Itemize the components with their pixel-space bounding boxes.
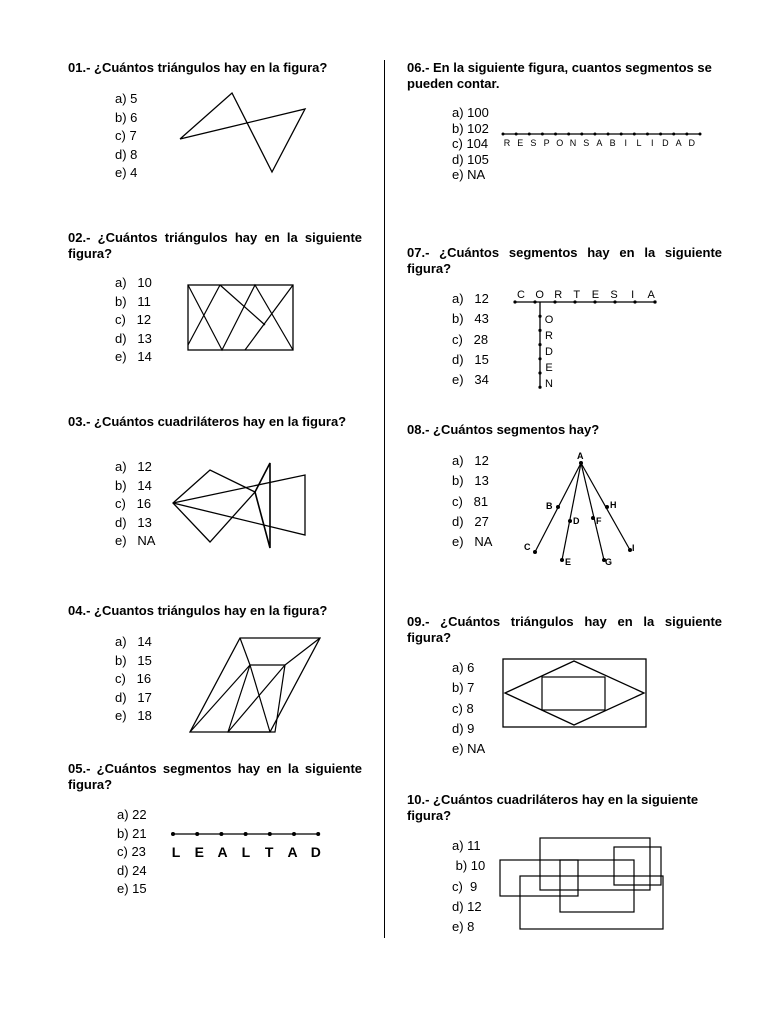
figure-letter: I: [650, 138, 654, 148]
option[interactable]: c) 104: [452, 136, 489, 151]
question-09-text: 09.- ¿Cuántos triángulos hay en la siguiente figura?: [407, 614, 722, 645]
option[interactable]: d) 24: [117, 862, 147, 878]
option[interactable]: a) 12: [452, 291, 489, 306]
figure-letter: N: [545, 378, 553, 390]
option[interactable]: c) 8: [452, 700, 474, 716]
figure-letter: A: [647, 289, 655, 301]
figure-letter: E: [591, 289, 600, 301]
figure-letter: E: [517, 138, 524, 148]
option[interactable]: a) 5: [115, 91, 138, 106]
question-02-text: 02.- ¿Cuántos triángulos hay en la siguiente figura?: [68, 230, 362, 261]
option[interactable]: e) NA: [115, 533, 156, 548]
point-label: G: [605, 557, 613, 567]
option[interactable]: e) NA: [452, 167, 486, 182]
option[interactable]: d) 27: [452, 513, 489, 529]
option[interactable]: d) 12: [452, 898, 482, 914]
figure-letter: S: [583, 138, 590, 148]
option[interactable]: e) 14: [115, 349, 152, 364]
option[interactable]: a) 6: [452, 660, 475, 675]
figure-letter: A: [596, 138, 603, 148]
option[interactable]: c) 28: [452, 331, 489, 347]
option[interactable]: d) 13: [115, 330, 152, 346]
option[interactable]: b) 14: [115, 477, 152, 493]
figure-letter: L: [171, 844, 181, 860]
option[interactable]: e) 15: [117, 881, 147, 896]
option[interactable]: b) 10: [452, 858, 486, 874]
option[interactable]: c) 23: [117, 844, 146, 859]
option[interactable]: e) NA: [452, 534, 493, 550]
figure-letter: I: [631, 289, 635, 301]
figure-letter: D: [545, 346, 553, 358]
question-03-text: 03.- ¿Cuántos cuadriláteros hay en la figura?: [68, 414, 347, 429]
figure-letter: L: [241, 844, 251, 860]
option[interactable]: d) 9: [452, 720, 475, 736]
option[interactable]: e) 4: [115, 165, 138, 180]
option[interactable]: b) 11: [115, 293, 151, 309]
figure-letter: D: [310, 844, 321, 860]
figure-letter: A: [675, 138, 682, 148]
figure-letter: E: [194, 844, 204, 860]
option[interactable]: b) 102: [452, 120, 489, 136]
figure-letter: D: [662, 138, 669, 148]
option[interactable]: d) 15: [452, 351, 489, 367]
option[interactable]: b) 7: [452, 680, 475, 696]
figure-letter: L: [636, 138, 642, 148]
question-10-text: 10.- ¿Cuántos cuadriláteros hay en la siguiente figura?: [407, 792, 699, 823]
option[interactable]: c) 12: [115, 312, 152, 327]
option[interactable]: b) 13: [452, 473, 489, 489]
figure-letter: O: [544, 314, 554, 326]
option[interactable]: b) 6: [115, 109, 138, 125]
point-label: E: [565, 557, 572, 567]
option[interactable]: c) 81: [452, 493, 489, 509]
point-label: F: [596, 516, 602, 526]
figure-letter: P: [543, 138, 550, 148]
point-label: D: [573, 516, 580, 526]
point-label: B: [546, 501, 553, 511]
option[interactable]: c) 7: [115, 128, 137, 143]
point-label: I: [632, 543, 635, 553]
figure-letter: O: [556, 138, 564, 148]
option[interactable]: a) 12: [452, 453, 489, 468]
option[interactable]: a) 10: [115, 275, 152, 290]
option[interactable]: d) 105: [452, 151, 489, 167]
option[interactable]: a) 11: [452, 838, 481, 853]
option[interactable]: e) NA: [452, 741, 486, 757]
option[interactable]: d) 13: [115, 514, 152, 530]
option[interactable]: b) 43: [452, 311, 489, 327]
point-label: H: [610, 500, 617, 510]
question-06-text: 06.- En la siguiente figura, cuantos segmentos se pueden contar.: [407, 60, 712, 91]
option[interactable]: b) 15: [115, 652, 152, 668]
option[interactable]: c) 16: [115, 671, 152, 686]
figure-letter: R: [545, 330, 553, 342]
option[interactable]: a) 14: [115, 634, 152, 649]
figure-letter: O: [535, 289, 544, 301]
figure-letter: E: [545, 362, 553, 374]
figure-letter: S: [530, 138, 537, 148]
point-label: C: [524, 542, 531, 552]
figure-letter: T: [264, 844, 274, 860]
figure-letter: B: [609, 138, 616, 148]
option[interactable]: e) 18: [115, 708, 152, 723]
question-07-text: 07.- ¿Cuántos segmentos hay en la siguiente figura?: [407, 245, 722, 276]
question-05-text: 05.- ¿Cuántos segmentos hay en la siguiente figura?: [68, 761, 362, 792]
option[interactable]: d) 8: [115, 146, 138, 162]
point-label: A: [577, 451, 584, 461]
figure-letter: R: [503, 138, 511, 148]
figure-letter: C: [517, 289, 525, 301]
option[interactable]: a) 12: [115, 459, 152, 474]
question-04-text: 04.- ¿Cuantos triángulos hay en la figura?: [68, 603, 328, 618]
option[interactable]: e) 8: [452, 919, 475, 935]
figure-letter: I: [624, 138, 628, 148]
figure-letter: S: [610, 289, 618, 301]
option[interactable]: a) 100: [452, 105, 489, 120]
option[interactable]: e) 34: [452, 372, 489, 388]
question-01-text: 01.- ¿Cuántos triángulos hay en la figura?: [68, 60, 328, 75]
figure-letter: A: [217, 844, 228, 860]
figure-letter: A: [287, 844, 298, 860]
option[interactable]: b) 21: [117, 825, 147, 841]
figure-letter: T: [573, 289, 581, 301]
figure-letter: R: [554, 289, 563, 301]
option[interactable]: c) 16: [115, 496, 152, 511]
figure-letter: N: [569, 138, 577, 148]
figure-letter: D: [688, 138, 696, 148]
option[interactable]: c) 9: [452, 878, 478, 894]
question-08-text: 08.- ¿Cuántos segmentos hay?: [407, 422, 600, 437]
option[interactable]: d) 17: [115, 689, 152, 705]
option[interactable]: a) 22: [117, 807, 147, 822]
